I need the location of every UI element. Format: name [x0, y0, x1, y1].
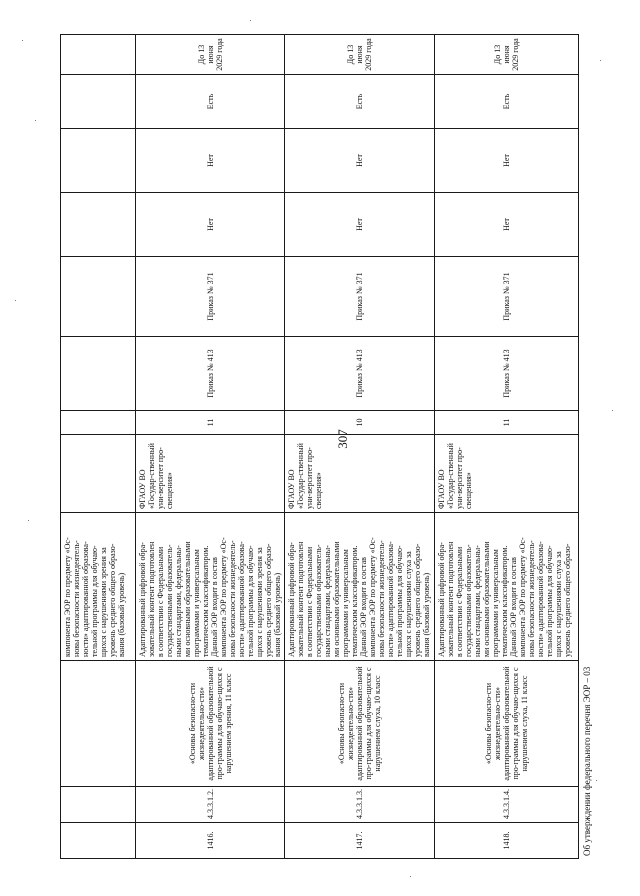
row-code: 4.3.3.1.4. [435, 787, 579, 823]
row-order-371: Приказ № 371 [285, 257, 435, 337]
table-row [435, 35, 579, 859]
cell [61, 75, 136, 129]
row-description: Адаптированный цифровой обра- зовательный контент подготовлен в соответствии с Федеральными государственными образователь- ными стандартами, федеральны- ми основными образовательными программами и универсальным тематическим классификатором. Данный ЭОР входит в состав компонента ЭОР по предмету «Ос- новы безопасности жизнедеятель- ности» адаптированной образова- тельной программы для обучаю- щихся с нарушениями слуха за уровень среднего общего образо- вания (базовый уровень) [285, 513, 435, 661]
cell [61, 193, 136, 257]
row-order-413: Приказ № 413 [285, 337, 435, 411]
row-value-3: Есть [435, 75, 579, 129]
cell [61, 435, 136, 513]
row-description: Адаптированный цифровой обра- зовательный контент подготовлен в соответствии с Федеральными государственными образователь- ными стандартами, федеральны- ми основными образовательными программами и универсальным тематическим классификатором. Данный ЭОР входит в состав компонента ЭОР по предмету «Ос- новы безопасности жизнедеятель- ности» адаптированной образова- тельной программы для обучаю- щихся с нарушениями зрения за уровень среднего общего образо- вания (базовый уровень) [136, 513, 285, 661]
rotated-page [60, 38, 592, 859]
cell [61, 823, 136, 859]
row-number: 1417. [285, 823, 435, 859]
row-code: 4.3.3.1.3. [285, 787, 435, 823]
row-order-371: Приказ № 371 [136, 257, 285, 337]
page-number: 307 [335, 429, 350, 449]
row-deadline: До 13 июня 2029 года [136, 35, 285, 75]
table-row [136, 35, 285, 859]
row-description: Адаптированный цифровой обра- зовательный контент подготовлен в соответствии с Федеральными государственными образователь- ными стандартами, федеральны- ми основными образовательными программами и универсальным тематическим классификатором. Данный ЭОР входит в состав компонента ЭОР по предмету «Ос- новы безопасности жизнедеятель- ности» адаптированной образова- тельной программы для обучаю- щихся с нарушениями слуха за уровень среднего общего образо- [435, 513, 579, 661]
cell [61, 787, 136, 823]
row-code: 4.3.3.1.2. [136, 787, 285, 823]
row-value-2: Нет [136, 129, 285, 193]
row-value-3: Есть [136, 75, 285, 129]
row-deadline: До 13 июня 2029 года [435, 35, 579, 75]
row-grade: 11 [136, 411, 285, 435]
row-value-1: Нет [136, 193, 285, 257]
cell [61, 257, 136, 337]
row-order-413: Приказ № 413 [136, 337, 285, 411]
row-value-2: Нет [435, 129, 579, 193]
table-row [61, 35, 136, 859]
row-organization: ФГАОУ ВО «Государ-ственный уни-верситет про-свещения» [285, 435, 435, 513]
row-title: «Основы безопасно-сти жизнедеятельно-сти» адаптированной образовательной про-граммы для обучаю-щихся с нарушением слуха, 11 класс [435, 661, 579, 787]
row-number: 1416. [136, 823, 285, 859]
cell [61, 35, 136, 75]
cell [61, 337, 136, 411]
row-organization: ФГАОУ ВО «Государ-ственный уни-верситет про-свещения» [136, 435, 285, 513]
row-grade: 10 [285, 411, 435, 435]
row-organization: ФГАОУ ВО «Государ-ственный уни-верситет про-свещения» [435, 435, 579, 513]
row-value-3: Есть [285, 75, 435, 129]
row-value-1: Нет [285, 193, 435, 257]
row-deadline: До 13 июня 2029 года [285, 35, 435, 75]
row-title: «Основы безопасно-сти жизнедеятельно-сти» адаптированной образовательной про-граммы для обучаю-щихся с нарушением слуха, 10 класс [285, 661, 435, 787]
cell [61, 129, 136, 193]
row-value-1: Нет [435, 193, 579, 257]
cell [61, 661, 136, 787]
row-number: 1418. [435, 823, 579, 859]
cell [61, 411, 136, 435]
footer-note: Об утверждении федерального перечня ЭОР – 03 [582, 666, 592, 856]
row-value-2: Нет [285, 129, 435, 193]
row-title: «Основы безопасно-сти жизнедеятельно-сти» адаптированной образовательной про-граммы для обучаю-щихся с нарушением зрения, 11 класс [136, 661, 285, 787]
document-table [60, 34, 579, 859]
row-grade: 11 [435, 411, 579, 435]
row-description: компонента ЭОР по предмету «Ос- новы безопасности жизнедеятель- ности» адаптированной образова- тельной программы для обучаю- щихся с нарушениями зрения за уровень среднего общего образо- вания (базовый уровень) [61, 513, 136, 661]
row-order-371: Приказ № 371 [435, 257, 579, 337]
row-order-413: Приказ № 413 [435, 337, 579, 411]
table-row [285, 35, 435, 859]
